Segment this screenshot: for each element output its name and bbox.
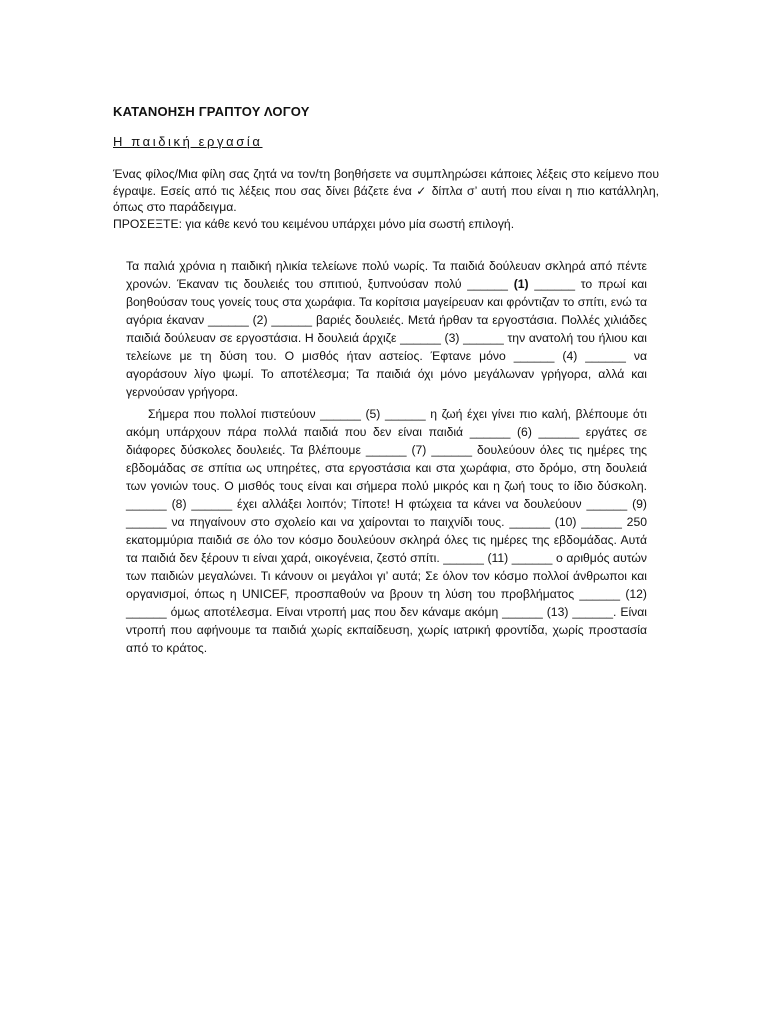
- passage-paragraph-1: [126, 257, 647, 401]
- checkmark-icon: ✓: [416, 183, 428, 198]
- passage-p1-rest: ______ το πρωί και βοηθούσαν τους γονείς τους στα χωράφια. Τα κορίτσια μαγείρευαν και φρόντιζαν το σπίτι, ενώ τα αγόρια έκαναν ______ (2) ______ βαριές δουλειές. Μετά ήρθαν τα εργοστάσια. Πολλές χιλιάδες παιδιά δούλευαν σε εργοστάσια. Η δουλειά άρχιζε ______ (3) ______ την ανατολή του ήλιου και τελείωνε με τη δύση του. Ο μισθός ήταν αστείος. Έφτανε μόνο ______ (4) ______ να αγοράσουν λίγο ψωμί. Το αποτέλεσμα; Τα παιδιά όχι μόνο μεγάλωναν γρήγορα, αλλά και γερνούσαν γρήγορα.: [126, 277, 647, 399]
- instructions-text-after: δίπλα σ’ αυτή που είναι η πιο κατάλληλη, όπως στο παράδειγμα.: [113, 183, 659, 214]
- instructions-note: ΠΡΟΣΕΞΤΕ: για κάθε κενό του κειμένου υπάρχει μόνο μία σωστή επιλογή.: [113, 216, 515, 231]
- section-subtitle: Η παιδική εργασία: [113, 134, 263, 149]
- passage-block: [126, 257, 647, 657]
- blank-number-1: (1): [513, 277, 529, 291]
- passage-paragraph-2: Σήμερα που πολλοί πιστεύουν ______ (5) ______ η ζωή έχει γίνει πιο καλή, βλέπουμε ότι ακόμη υπάρχουν πάρα πολλά παιδιά που δεν είναι παιδιά ______ (6) ______ εργάτες σε διάφορες δύσκολες δουλειές. Τα βλέπουμε ______ (7) ______ δουλεύουν όλες τις ημέρες της εβδομάδας σε σπίτια ως υπηρέτες, στα εργοστάσια και στα χωράφια, στο δρόμο, στη δουλειά των γονιών τους. Ο μισθός τους είναι και σήμερα πολύ μικρός και η ζωή τους το ίδιο δύσκολη. ______ (8) ______ έχει αλλάξει λοιπόν; Τίποτε! Η φτώχεια τα κάνει να δουλεύουν ______ (9) ______ να πηγαίνουν στο σχολείο και να χαίρονται το παιχνίδι τους. ______ (10) ______ 250 εκατομμύρια παιδιά σε όλο τον κόσμο δουλεύουν σκληρά όλες τις ημέρες της εβδομάδας. Αυτά τα παιδιά δεν ξέρουν τι είναι χαρά, οικογένεια, ζεστό σπίτι. ______ (11) ______ ο αριθμός αυτών των παιδιών μεγαλώνει. Τι κάνουν οι μεγάλοι γι’ αυτά; Σε όλον τον κόσμο πολλοί άνθρωποι και οργανισμοί, όπως η UNICEF, προσπαθούν να βρουν τη λύση του προβλήματος ______ (12) ______ όμως αποτέλεσμα. Είναι ντροπή μας που δεν κάναμε ακόμη ______ (13) ______. Είναι ντροπή που αφήνουμε τα παιδιά χωρίς εκπαίδευση, χωρίς ιατρική φροντίδα, χωρίς προστασία από το κράτος.: [126, 407, 647, 655]
- page-title: ΚΑΤΑΝΟΗΣΗ ΓΡΑΠΤΟΥ ΛΟΓΟΥ: [113, 104, 310, 119]
- instructions-text-before: Ένας φίλος/Μια φίλη σας ζητά να τον/τη βοηθήσετε να συμπληρώσει κάποιες λέξεις στο κείμενο που έγραψε. Εσείς από τις λέξεις που σας δίνει βάζετε ένα: [113, 167, 659, 198]
- passage-p1-start: Τα παλιά χρόνια η παιδική ηλικία τελείωνε πολύ νωρίς. Τα παιδιά δούλευαν σκληρά από πέντε χρονών. Έκαναν τις δουλειές του σπιτιού, ξυπνούσαν πολύ ______: [126, 259, 647, 291]
- instructions-block: [113, 166, 659, 232]
- instructions-paragraph: [113, 166, 659, 216]
